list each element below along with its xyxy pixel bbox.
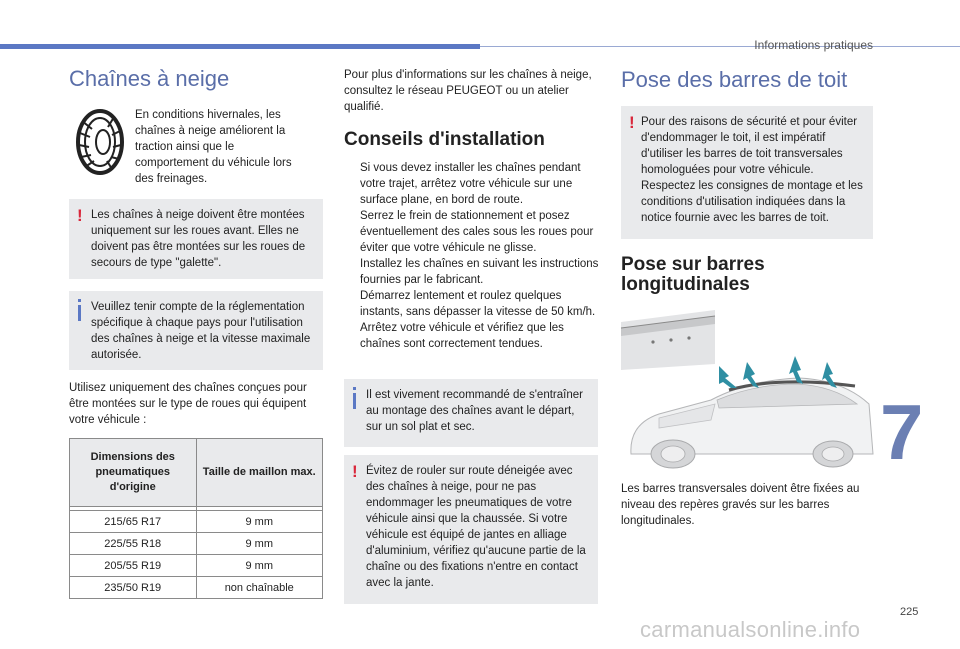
list-item [344,256,600,288]
longitudinal-bars-title: Pose sur barres longitudinales [621,254,765,295]
step-text: Serrez le frein de stationnement et posez éventuellement des cales sous les roues pour éviter que votre véhicule ne glisse. [360,210,594,254]
step-text: Arrêtez votre véhicule et vérifiez que les chaînes sont correctement tendues. [360,322,564,350]
info-icon [77,299,80,321]
step-text: Si vous devez installer les chaînes pendant votre trajet, arrêtez votre véhicule sur une surface plane, en bord de route. [360,162,581,206]
snow-chains-intro: En conditions hivernales, les chaînes à neige améliorent la traction ainsi que le comportement du véhicule lors des freinages. [135,109,292,185]
list-item [344,320,600,352]
tyre-table-header-dimensions: Dimensions des pneumatiques d'origine [70,439,197,507]
table-row [70,577,323,599]
training-info-text: Il est vivement recommandé de s'entraîner au montage des chaînes avant le départ, sur un sol plat et sec. [366,389,583,433]
table-cell: 205/55 R19 [70,555,197,577]
roof-bars-illustration [619,304,875,474]
snow-chain-icon [74,109,126,175]
tyre-table-header [70,439,323,507]
section-label: Informations pratiques [754,38,873,52]
info-icon [352,387,355,409]
list-item [344,160,600,208]
table-row [70,555,323,577]
snow-chains-info-box [69,291,323,370]
table-row [70,511,323,533]
snow-chains-warning-text: Les chaînes à neige doivent être montées uniquement sur les roues avant. Elles ne doivent pas être montées sur les roues de secours de type "galette". [91,209,306,269]
table-cell: 9 mm [196,511,323,533]
list-item [344,208,600,256]
tyre-table [69,438,323,599]
table-cell: 235/50 R19 [70,577,197,599]
snow-chains-usage: Utilisez uniquement des chaînes conçues pour être montées sur le type de roues qui équipent votre véhicule : [69,382,307,426]
list-item [344,288,600,320]
warning-icon: ! [352,462,358,481]
snow-chains-title: Chaînes à neige [69,66,230,91]
roof-bars-caption: Les barres transversales doivent être fixées au niveau des repères gravés sur les barres longitudinales. [621,483,860,527]
table-cell: 225/55 R18 [70,533,197,555]
warning-icon: ! [629,113,635,132]
watermark: carmanualsonline.info [640,617,861,642]
top-accent-bar [0,44,480,49]
table-cell: 215/65 R17 [70,511,197,533]
step-text: Installez les chaînes en suivant les instructions fournies par le fabricant. [360,258,599,286]
table-cell: 9 mm [196,533,323,555]
table-cell: non chaînable [196,577,323,599]
snow-chains-info-text: Veuillez tenir compte de la réglementation spécifique à chaque pays pour l'utilisation des chaînes à neige et la vitesse maximale autorisée. [91,301,311,361]
tyre-table-header-link: Taille de maillon max. [196,439,323,507]
training-info-box [344,379,598,447]
roof-bars-warning-box [621,106,873,239]
roof-bars-warning-text: Pour des raisons de sécurité et pour éviter d'endommager le toit, il est impératif d'utiliser les barres de toit transversales homologuées pour votre véhicule. Respectez les consignes de montage et les conditions d'utilisation indiquées dans la notice fournie avec les barres de toit. [641,116,863,224]
snow-chains-warning-box [69,199,323,279]
warning-icon: ! [77,206,83,225]
installation-steps [344,160,600,352]
installation-title: Conseils d'installation [344,129,545,150]
table-row [70,533,323,555]
table-cell: 9 mm [196,555,323,577]
step-text: Démarrez lentement et roulez quelques instants, sans dépasser la vitesse de 50 km/h. [360,290,596,318]
chapter-number: 7 [880,388,924,476]
page-number: 225 [900,606,919,618]
roof-bars-title: Pose des barres de toit [621,67,848,92]
more-info-text: Pour plus d'informations sur les chaînes à neige, consultez le réseau PEUGEOT ou un atelier qualifié. [344,69,592,113]
road-warning-box [344,455,598,604]
road-warning-text: Évitez de rouler sur route déneigée avec des chaînes à neige, pour ne pas endommager les pneumatiques de votre véhicule ainsi que la chaussée. Si votre véhicule est équipé de jantes en alliage d'aluminium, vérifiez qu'aucune partie de la chaîne ou des fixations n'entre en contact avec la jante. [366,465,586,589]
top-divider [480,46,960,47]
